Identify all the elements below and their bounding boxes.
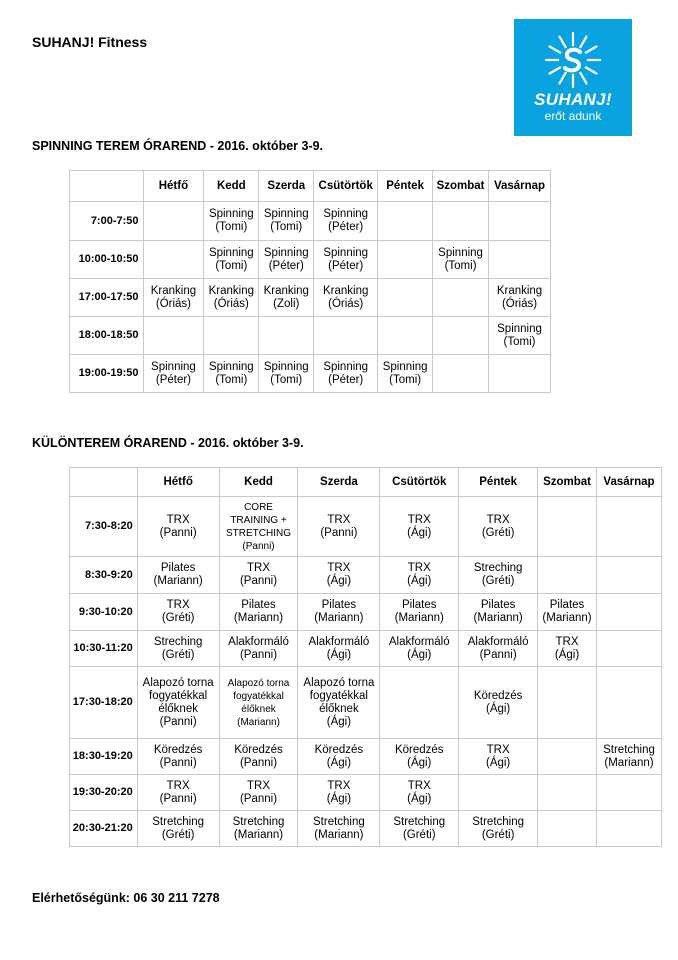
class-cell — [314, 317, 378, 355]
class-name: Streching — [473, 562, 523, 574]
table-row — [70, 775, 662, 811]
class-cell — [314, 355, 378, 393]
instructor-name: (Mariann) — [233, 828, 284, 841]
instructor-name: (Óriás) — [328, 297, 364, 310]
instructor-name: (Ági) — [326, 575, 352, 587]
class-name: Kranking — [263, 284, 309, 297]
class-cell — [137, 775, 219, 811]
class-cell — [298, 557, 380, 594]
day-header: Szombat — [433, 171, 489, 202]
class-cell — [378, 241, 433, 279]
class-name: Köredzés — [234, 743, 283, 756]
table-row — [70, 279, 551, 317]
class-cell — [378, 355, 433, 393]
instructor-name: (Ági) — [326, 792, 352, 805]
class-cell — [489, 355, 551, 393]
class-name: Pilates — [480, 599, 516, 611]
instructor-name: (Mariann) — [314, 828, 364, 841]
spinning-heading: SPINNING TEREM ÓRAREND - 2016. október 3-9. — [32, 139, 324, 153]
class-name: Köredzés — [314, 743, 364, 756]
class-name: élőknek — [319, 702, 359, 715]
class-cell — [378, 279, 433, 317]
class-cell — [433, 279, 489, 317]
class-name: TRX — [166, 779, 190, 792]
swirl-s-icon — [542, 29, 604, 91]
instructor-name: (Mariann) — [233, 612, 284, 624]
time-slot: 19:30-20:20 — [70, 775, 138, 811]
class-name: élőknek — [158, 702, 198, 715]
class-cell — [298, 775, 380, 811]
class-cell — [204, 202, 259, 241]
instructor-name: (Gréti) — [481, 526, 515, 539]
class-cell — [137, 497, 219, 557]
instructor-name: (Péter) — [155, 373, 192, 386]
table-row — [70, 811, 662, 847]
class-cell — [459, 775, 538, 811]
instructor-name: (Ági) — [554, 648, 580, 661]
class-name: TRX — [166, 599, 190, 611]
time-slot: 10:30-11:20 — [70, 631, 138, 667]
class-cell — [378, 317, 433, 355]
class-name: Stretching — [232, 815, 285, 828]
class-name: TRX — [407, 779, 431, 792]
class-name: TRX — [327, 513, 351, 526]
day-header: Péntek — [378, 171, 433, 202]
class-cell — [219, 775, 298, 811]
class-name: Kranking — [150, 284, 197, 297]
class-cell — [219, 594, 298, 631]
class-cell — [489, 279, 551, 317]
class-name: TRX — [327, 779, 351, 792]
instructor-name: (Panni) — [239, 648, 278, 661]
class-cell — [538, 594, 597, 631]
day-header: Hétfő — [137, 468, 219, 497]
instructor-name: (Mariann) — [473, 612, 523, 624]
instructor-name: (Mariann) — [394, 612, 444, 624]
instructor-name: (Tomi) — [215, 221, 248, 233]
class-cell — [597, 811, 662, 847]
instructor-name: (Panni) — [159, 792, 197, 805]
class-cell — [459, 631, 538, 667]
class-cell — [597, 667, 662, 739]
day-header: Szerda — [259, 171, 314, 202]
class-cell — [219, 497, 298, 557]
class-cell — [143, 202, 204, 241]
class-cell — [259, 241, 314, 279]
day-header: Kedd — [219, 468, 298, 497]
class-cell — [314, 202, 378, 241]
time-slot: 20:30-21:20 — [70, 811, 138, 847]
class-name: Spinning — [438, 246, 483, 259]
class-cell — [380, 667, 459, 739]
page-title: SUHANJ! Fitness — [32, 34, 148, 50]
class-cell — [433, 202, 489, 241]
instructor-name: (Óriás) — [501, 297, 538, 310]
class-cell — [259, 317, 314, 355]
instructor-name: (Ági) — [485, 756, 511, 769]
instructor-name: (Tomi) — [215, 373, 248, 386]
instructor-name: (Gréti) — [161, 648, 195, 661]
class-cell — [538, 631, 597, 667]
class-cell — [137, 739, 219, 775]
instructor-name: (Tomi) — [270, 373, 303, 386]
instructor-name: (Ági) — [326, 715, 352, 728]
class-name: TRAINING + — [230, 514, 287, 526]
class-cell — [259, 279, 314, 317]
class-name: TRX — [247, 779, 271, 792]
instructor-name: (Ági) — [407, 756, 432, 769]
class-name: Spinning — [208, 208, 254, 220]
class-cell — [378, 202, 433, 241]
day-header: Csütörtök — [314, 171, 378, 202]
class-cell — [380, 775, 459, 811]
instructor-name: (Péter) — [268, 259, 304, 272]
time-slot: 19:00-19:50 — [70, 355, 144, 393]
class-cell — [380, 811, 459, 847]
class-cell — [597, 594, 662, 631]
class-cell — [298, 667, 380, 739]
class-cell — [204, 317, 259, 355]
instructor-name: (Tomi) — [389, 373, 422, 386]
table-row — [70, 594, 662, 631]
contact-info: Elérhetőségünk: 06 30 211 7278 — [32, 891, 220, 905]
class-name: TRX — [407, 562, 431, 574]
class-cell — [459, 497, 538, 557]
class-name: Spinning — [263, 246, 309, 259]
instructor-name: (Panni) — [320, 526, 358, 539]
table-row — [70, 241, 551, 279]
class-name: Spinning — [382, 360, 428, 373]
class-name: Köredzés — [473, 689, 523, 702]
class-name: Alapozó torna — [227, 677, 290, 689]
corner-cell — [70, 171, 144, 202]
instructor-name: (Panni) — [479, 648, 517, 661]
instructor-name: (Péter) — [328, 373, 364, 386]
time-slot: 8:30-9:20 — [70, 557, 138, 594]
class-cell — [219, 811, 298, 847]
class-name: Spinning — [497, 322, 542, 335]
time-slot: 17:00-17:50 — [70, 279, 144, 317]
class-cell — [204, 241, 259, 279]
day-header: Szerda — [298, 468, 380, 497]
day-header: Szombat — [538, 468, 597, 497]
instructor-name: (Óriás) — [213, 297, 249, 310]
class-cell — [298, 631, 380, 667]
instructor-name: (Ági) — [407, 575, 432, 587]
class-cell — [137, 594, 219, 631]
kulonterem-heading: KÜLÖNTEREM ÓRAREND - 2016. október 3-9. — [32, 436, 304, 450]
class-cell — [380, 497, 459, 557]
class-name: Kranking — [208, 284, 255, 297]
instructor-name: (Mariann) — [237, 716, 280, 728]
class-cell — [143, 355, 204, 393]
class-cell — [380, 739, 459, 775]
class-cell — [459, 811, 538, 847]
class-name: TRX — [486, 513, 510, 526]
day-header: Csütörtök — [380, 468, 459, 497]
class-cell — [298, 811, 380, 847]
class-name: TRX — [486, 743, 510, 756]
class-cell — [433, 355, 489, 393]
class-cell — [459, 557, 538, 594]
class-cell — [597, 497, 662, 557]
time-slot: 9:30-10:20 — [70, 594, 138, 631]
class-cell — [433, 241, 489, 279]
instructor-name: (Ági) — [326, 648, 352, 661]
instructor-name: (Gréti) — [402, 828, 436, 841]
instructor-name: (Ági) — [407, 792, 432, 805]
table-row — [70, 355, 551, 393]
class-cell — [489, 202, 551, 241]
instructor-name: (Panni) — [159, 756, 197, 769]
logo-slogan: erőt adunk — [544, 109, 602, 123]
class-name: Spinning — [323, 360, 369, 373]
logo-brand: SUHANJ! — [534, 90, 612, 109]
class-cell — [380, 557, 459, 594]
class-name: Köredzés — [153, 743, 203, 756]
instructor-name: (Ági) — [326, 756, 352, 769]
class-name: Stretching — [472, 815, 525, 828]
instructor-name: (Mariann) — [542, 612, 592, 624]
instructor-name: (Ági) — [407, 526, 432, 539]
class-cell — [538, 739, 597, 775]
class-name: Spinning — [263, 208, 309, 220]
instructor-name: (Óriás) — [155, 297, 191, 310]
class-cell — [489, 317, 551, 355]
instructor-name: (Tomi) — [503, 335, 536, 348]
class-cell — [597, 557, 662, 594]
table-row — [70, 667, 662, 739]
class-name: Pilates — [401, 599, 437, 611]
class-cell — [298, 497, 380, 557]
class-cell — [314, 279, 378, 317]
day-header: Vasárnap — [597, 468, 662, 497]
class-name: Pilates — [549, 599, 585, 611]
kulonterem-timetable — [69, 467, 662, 847]
class-name: Alakformáló — [388, 635, 450, 648]
class-cell — [459, 739, 538, 775]
instructor-name: (Ági) — [407, 648, 432, 661]
class-cell — [137, 631, 219, 667]
class-name: Alakformáló — [467, 635, 529, 648]
class-name: STRETCHING — [226, 527, 292, 539]
class-cell — [489, 241, 551, 279]
class-cell — [538, 811, 597, 847]
class-cell — [143, 317, 204, 355]
instructor-name: (Panni) — [239, 792, 278, 805]
instructor-name: (Panni) — [239, 756, 278, 769]
class-name: Kranking — [323, 284, 369, 297]
class-name: Streching — [153, 635, 203, 648]
class-cell — [538, 557, 597, 594]
instructor-name: (Panni) — [239, 575, 278, 587]
class-name: fogyatékkal — [309, 689, 368, 702]
class-name: Kranking — [496, 284, 543, 297]
class-cell — [538, 775, 597, 811]
class-name: Spinning — [323, 208, 369, 220]
class-cell — [459, 667, 538, 739]
class-cell — [597, 739, 662, 775]
time-slot: 18:00-18:50 — [70, 317, 144, 355]
instructor-name: (Mariann) — [153, 575, 203, 587]
instructor-name: (Panni) — [159, 715, 197, 728]
table-row — [70, 202, 551, 241]
class-name: Alakformáló — [228, 635, 289, 648]
table-row — [70, 739, 662, 775]
class-name: Alapozó torna — [303, 676, 375, 689]
brand-logo — [514, 19, 632, 136]
class-name: Stretching — [393, 815, 446, 828]
class-name: Alapozó torna — [142, 676, 214, 689]
class-cell — [219, 739, 298, 775]
class-name: élőknek — [241, 703, 276, 715]
class-name: CORE — [244, 501, 273, 513]
class-cell — [137, 667, 219, 739]
class-cell — [433, 317, 489, 355]
table-row — [70, 497, 662, 557]
class-name: fogyatékkal — [149, 689, 208, 702]
class-name: Spinning — [151, 360, 196, 373]
instructor-name: (Panni) — [159, 526, 197, 539]
day-header: Hétfő — [143, 171, 204, 202]
class-name: fogyatékkal — [233, 690, 284, 702]
class-name: Stretching — [152, 815, 205, 828]
table-header-row — [70, 468, 662, 497]
class-name: Pilates — [321, 599, 357, 611]
class-name: TRX — [166, 513, 190, 526]
class-cell — [143, 241, 204, 279]
instructor-name: (Tomi) — [444, 259, 477, 272]
table-row — [70, 631, 662, 667]
instructor-name: (Gréti) — [161, 828, 195, 841]
class-name: Köredzés — [394, 743, 444, 756]
instructor-name: (Gréti) — [481, 575, 515, 587]
class-name: TRX — [327, 562, 351, 574]
class-name: Pilates — [241, 599, 276, 611]
class-name: Spinning — [263, 360, 309, 373]
class-name: Stretching — [603, 743, 655, 756]
instructor-name: (Péter) — [328, 221, 364, 233]
instructor-name: (Zoli) — [273, 297, 300, 310]
class-cell — [380, 631, 459, 667]
instructor-name: (Gréti) — [161, 612, 195, 624]
time-slot: 18:30-19:20 — [70, 739, 138, 775]
class-name: TRX — [555, 635, 579, 648]
class-name: Spinning — [208, 246, 254, 259]
day-header: Péntek — [459, 468, 538, 497]
table-row — [70, 317, 551, 355]
class-name: Alakformáló — [308, 635, 370, 648]
class-cell — [137, 811, 219, 847]
class-cell — [143, 279, 204, 317]
table-row — [70, 557, 662, 594]
day-header: Vasárnap — [489, 171, 551, 202]
instructor-name: (Tomi) — [215, 259, 248, 272]
class-cell — [298, 594, 380, 631]
corner-cell — [70, 468, 138, 497]
time-slot: 17:30-18:20 — [70, 667, 138, 739]
time-slot: 7:30-8:20 — [70, 497, 138, 557]
time-slot: 10:00-10:50 — [70, 241, 144, 279]
day-header: Kedd — [204, 171, 259, 202]
class-cell — [597, 631, 662, 667]
instructor-name: (Mariann) — [604, 756, 654, 769]
class-cell — [298, 739, 380, 775]
class-cell — [597, 775, 662, 811]
instructor-name: (Gréti) — [481, 828, 515, 841]
class-cell — [459, 594, 538, 631]
class-cell — [219, 667, 298, 739]
class-cell — [219, 557, 298, 594]
class-cell — [259, 202, 314, 241]
class-cell — [538, 667, 597, 739]
class-cell — [204, 279, 259, 317]
class-name: TRX — [247, 562, 271, 574]
time-slot: 7:00-7:50 — [70, 202, 144, 241]
class-cell — [380, 594, 459, 631]
instructor-name: (Péter) — [328, 259, 364, 272]
instructor-name: (Ági) — [485, 702, 511, 715]
class-cell — [538, 497, 597, 557]
class-name: Stretching — [313, 815, 365, 828]
instructor-name: (Mariann) — [314, 612, 364, 624]
table-header-row — [70, 171, 551, 202]
class-cell — [204, 355, 259, 393]
class-cell — [259, 355, 314, 393]
class-cell — [137, 557, 219, 594]
class-name: Pilates — [160, 562, 196, 574]
class-name: TRX — [407, 513, 431, 526]
instructor-name: (Panni) — [242, 540, 275, 552]
spinning-timetable — [69, 170, 551, 393]
instructor-name: (Tomi) — [270, 221, 303, 233]
class-name: Spinning — [323, 246, 369, 259]
class-cell — [219, 631, 298, 667]
class-cell — [314, 241, 378, 279]
class-name: Spinning — [208, 360, 254, 373]
